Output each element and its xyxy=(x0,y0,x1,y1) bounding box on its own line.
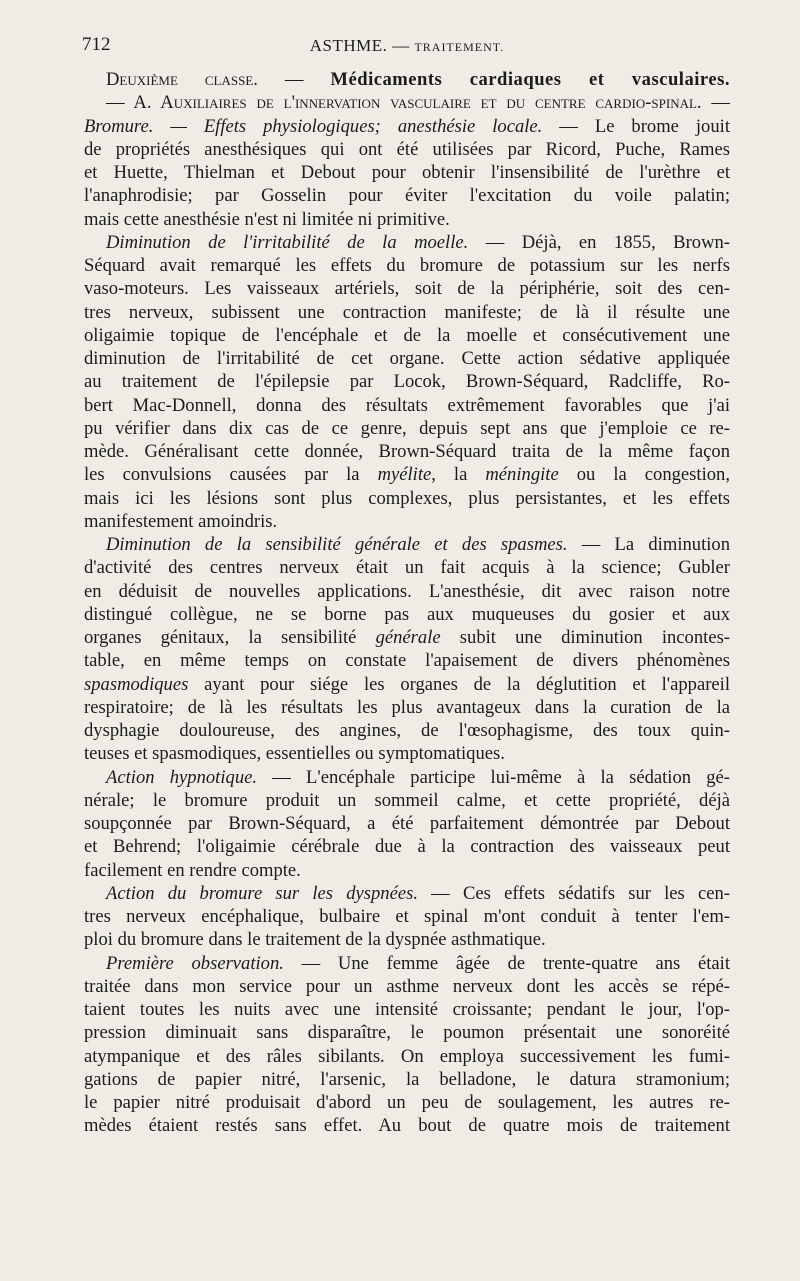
text-line xyxy=(84,208,730,231)
text-run: — Le brome jouit xyxy=(542,115,730,137)
text-run: le papier nitré produisait d'abord un peu de soulagement, les autres re- xyxy=(84,1092,730,1113)
text-run: vaso-moteurs. Les vaisseaux artériels, soit de la périphérie, soit des cen- xyxy=(84,278,730,300)
text-line xyxy=(84,835,730,858)
text-line xyxy=(84,673,730,696)
text-run: Médicaments cardiaques et vasculaires. xyxy=(330,69,730,90)
text-run: — La diminution xyxy=(567,534,730,555)
text-line xyxy=(84,533,730,556)
text-line xyxy=(84,649,730,672)
text-run: ou la congestion, xyxy=(558,464,730,486)
text-line xyxy=(84,812,730,835)
text-run: Bromure. — Effets physiologiques; anesthésie locale. xyxy=(84,115,543,137)
text-line xyxy=(84,1045,730,1068)
text-run: Action hypnotique. xyxy=(106,766,258,788)
text-run: — Une femme âgée de trente-quatre ans était xyxy=(283,952,730,974)
text-line xyxy=(84,928,730,951)
text-line xyxy=(84,440,730,463)
text-line xyxy=(84,719,730,742)
text-line xyxy=(84,952,730,975)
text-line xyxy=(84,766,730,789)
text-line xyxy=(84,742,730,765)
text-run: mède. Généralisant cette donnée, Brown-Séquard traita de la même façon xyxy=(84,441,730,462)
text-run: en déduisit de nouvelles applications. L'anesthésie, dit avec raison notre xyxy=(84,580,730,602)
text-line xyxy=(84,789,730,812)
text-run: pu vérifier dans dix cas de ce genre, depuis sept ans que j'emploie ce re- xyxy=(84,417,730,439)
text-run: Deuxième classe. — xyxy=(106,69,331,90)
text-run: Diminution de la sensibilité générale et des spasmes. xyxy=(106,534,568,555)
text-line xyxy=(84,301,730,324)
text-run: traitée dans mon service pour un asthme nerveux dont les accès se répé- xyxy=(84,975,730,997)
text-run: mais cette anesthésie n'est ni limitée ni primitive. xyxy=(84,208,450,230)
text-line xyxy=(84,254,730,277)
text-run: spasmodiques xyxy=(84,673,189,695)
text-line xyxy=(84,68,730,91)
text-run: diminution de l'irritabilité de cet organe. Cette action sédative appliquée xyxy=(84,348,730,369)
text-line xyxy=(84,463,730,486)
text-line xyxy=(84,394,730,417)
text-line xyxy=(84,626,730,649)
text-run: Diminution de l'irritabilité de la moelle. xyxy=(106,231,469,253)
text-run: et Huette, Thielman et Debout pour obtenir l'insensibilité de l'urèthre et xyxy=(84,162,730,183)
text-run: oligaimie topique de l'encéphale et de la moelle et consécutivement une xyxy=(84,324,730,346)
text-run: respiratoire; de là les résultats les plus avantageux dans la curation de la xyxy=(84,696,730,718)
running-title xyxy=(82,36,732,56)
text-run: , la xyxy=(431,464,486,486)
text-run: au traitement de l'épilepsie par Locok, Brown-Séquard, Radcliffe, Ro- xyxy=(84,371,730,393)
text-line xyxy=(84,556,730,579)
text-run: pression diminuait sans disparaître, le poumon présentait une sonoréité xyxy=(84,1022,730,1044)
text-run: dysphagie douloureuse, des angines, de l'œsophagisme, des toux quin- xyxy=(84,720,730,741)
text-run: et Behrend; l'oligaimie cérébrale due à la contraction des vaisseaux peut xyxy=(84,836,730,858)
text-line xyxy=(84,417,730,440)
text-line xyxy=(84,277,730,300)
text-line xyxy=(84,696,730,719)
text-run: teuses et spasmodiques, essentielles ou symptomatiques. xyxy=(84,743,505,765)
running-header xyxy=(82,34,732,60)
text-line xyxy=(84,347,730,370)
text-run: organes génitaux, la sensibilité xyxy=(84,627,376,648)
text-run: taient toutes les nuits avec une intensité croissante; pendant le jour, l'op- xyxy=(84,999,730,1020)
text-run: manifestement amoindris. xyxy=(84,510,278,532)
text-run: méningite xyxy=(485,464,559,486)
text-line xyxy=(84,115,730,138)
text-run: mais ici les lésions sont plus complexes, plus persistantes, et les effets xyxy=(84,487,730,509)
text-line xyxy=(84,510,730,533)
text-run: subit une diminution incontes- xyxy=(440,627,730,648)
text-line xyxy=(84,1068,730,1091)
text-line xyxy=(84,975,730,998)
text-line xyxy=(84,161,730,184)
text-run: myélite xyxy=(377,464,432,486)
text-run: Séquard avait remarqué les effets du bromure de potassium sur les nerfs xyxy=(84,255,730,276)
text-run: facilement en rendre compte. xyxy=(84,859,301,881)
text-run: l'anaphrodisie; par Gosselin pour éviter l'excitation du voile palatin; xyxy=(84,185,730,207)
text-run: bert Mac-Donnell, donna des résultats extrêmement favorables que j'ai xyxy=(84,394,730,416)
text-run: les convulsions causées par la xyxy=(84,464,378,486)
text-run: mèdes étaient restés sans effet. Au bout de quatre mois de traitement xyxy=(84,1115,730,1137)
text-run: tres nerveux encéphalique, bulbaire et spinal m'ont conduit à tenter l'em- xyxy=(84,906,730,927)
text-line xyxy=(84,603,730,626)
text-line xyxy=(84,882,730,905)
text-line xyxy=(84,231,730,254)
text-run: ploi du bromure dans le traitement de la dyspnée asthmatique. xyxy=(84,929,546,951)
text-line xyxy=(84,487,730,510)
text-run: table, en même temps on constate l'apaisement de divers phénomènes xyxy=(84,650,730,672)
running-title-main: ASTHME. xyxy=(309,36,388,55)
text-run: — Ces effets sédatifs sur les cen- xyxy=(417,882,730,904)
text-line xyxy=(84,324,730,347)
text-line xyxy=(84,1114,730,1137)
text-run: nérale; le bromure produit un sommeil calme, et cette propriété, déjà xyxy=(84,789,730,811)
text-line xyxy=(84,998,730,1021)
text-line xyxy=(84,905,730,928)
text-run: distingué collègue, ne se borne pas aux muqueuses du gosier et aux xyxy=(84,603,730,625)
text-line xyxy=(84,91,730,114)
text-line xyxy=(84,138,730,161)
text-run: tres nerveux, subissent une contraction manifeste; de là il résulte une xyxy=(84,301,730,323)
text-run: — Déjà, en 1855, Brown- xyxy=(468,231,730,253)
text-line xyxy=(84,184,730,207)
text-line xyxy=(84,859,730,882)
running-title-separator: — xyxy=(387,36,415,55)
running-title-sub: TRAITEMENT. xyxy=(414,40,505,54)
text-run: générale xyxy=(375,627,441,648)
text-run: ayant pour siége les organes de la déglutition et l'appareil xyxy=(188,673,730,695)
text-run: — A. Auxiliaires de l'innervation vasculaire et du centre cardio-spinal. — xyxy=(106,92,730,114)
text-run: soupçonnée par Brown-Séquard, a été parfaitement démontrée par Debout xyxy=(84,813,730,834)
text-line xyxy=(84,1021,730,1044)
text-run: atympanique et des râles sibilants. On employa successivement les fumi- xyxy=(84,1045,730,1067)
text-run: de propriétés anesthésiques qui ont été utilisées par Ricord, Puche, Rames xyxy=(84,138,730,160)
text-run: — L'encéphale participe lui-même à la sédation gé- xyxy=(257,766,730,788)
text-run: Première observation. xyxy=(106,952,284,974)
page-number: 712 xyxy=(82,34,111,55)
text-line xyxy=(84,370,730,393)
text-run: gations de papier nitré, l'arsenic, la belladone, le datura stramonium; xyxy=(84,1068,730,1090)
text-run: Action du bromure sur les dyspnées. xyxy=(106,882,418,904)
text-line xyxy=(84,580,730,603)
text-run: d'activité des centres nerveux était un fait acquis à la science; Gubler xyxy=(84,557,730,579)
body-text xyxy=(84,68,730,1138)
text-line xyxy=(84,1091,730,1114)
